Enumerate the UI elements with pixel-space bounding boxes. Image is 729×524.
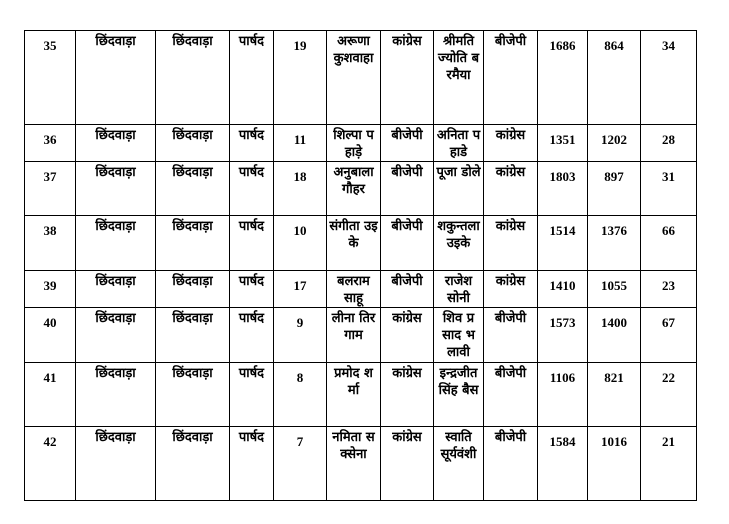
serial-number-cell: 36 [25,125,76,162]
winner-votes-cell: 1351 [538,125,588,162]
winner-name-cell: लीना तिरगाम [327,308,381,363]
winner-votes-cell: 1514 [538,216,588,271]
local-body-cell: छिंदवाड़ा [156,31,230,125]
winner-party-cell: कांग्रेस [381,308,434,363]
post-cell: पार्षद [230,427,274,501]
winner-party-cell: बीजेपी [381,125,434,162]
winner-votes-cell: 1803 [538,162,588,216]
ward-number-cell: 19 [274,31,327,125]
margin-cell: 66 [641,216,697,271]
results-table [24,30,697,501]
winner-name-cell: नमिता सक्सेना [327,427,381,501]
margin-cell: 28 [641,125,697,162]
local-body-cell: छिंदवाड़ा [156,125,230,162]
margin-cell: 34 [641,31,697,125]
winner-name-cell: शिल्पा पहाड़े [327,125,381,162]
runner-up-votes-cell: 1400 [588,308,641,363]
runner-up-party-cell: बीजेपी [484,31,538,125]
ward-number-cell: 8 [274,363,327,427]
local-body-cell: छिंदवाड़ा [156,308,230,363]
winner-party-cell: बीजेपी [381,162,434,216]
ward-number-cell: 7 [274,427,327,501]
table-row [25,271,697,308]
winner-votes-cell: 1573 [538,308,588,363]
runner-up-party-cell: बीजेपी [484,308,538,363]
serial-number-cell: 40 [25,308,76,363]
winner-name-cell: प्रमोद शर्मा [327,363,381,427]
winner-name-cell: अनुबाला गौहर [327,162,381,216]
post-cell: पार्षद [230,308,274,363]
winner-votes-cell: 1686 [538,31,588,125]
post-cell: पार्षद [230,162,274,216]
winner-party-cell: बीजेपी [381,271,434,308]
runner-up-votes-cell: 1376 [588,216,641,271]
local-body-cell: छिंदवाड़ा [156,363,230,427]
winner-name-cell: बलराम साहू [327,271,381,308]
ward-number-cell: 10 [274,216,327,271]
ward-number-cell: 18 [274,162,327,216]
runner-up-party-cell: बीजेपी [484,427,538,501]
runner-up-votes-cell: 897 [588,162,641,216]
district-cell: छिंदवाड़ा [76,125,156,162]
runner-up-name-cell: स्वाति सूर्यवंशी [434,427,484,501]
table-row [25,308,697,363]
district-cell: छिंदवाड़ा [76,271,156,308]
runner-up-party-cell: कांग्रेस [484,162,538,216]
runner-up-name-cell: अनिता पहाडे [434,125,484,162]
runner-up-name-cell: पूजा डोले [434,162,484,216]
local-body-cell: छिंदवाड़ा [156,427,230,501]
margin-cell: 23 [641,271,697,308]
local-body-cell: छिंदवाड़ा [156,216,230,271]
margin-cell: 67 [641,308,697,363]
ward-number-cell: 17 [274,271,327,308]
table-row [25,162,697,216]
margin-cell: 31 [641,162,697,216]
winner-party-cell: कांग्रेस [381,363,434,427]
margin-cell: 21 [641,427,697,501]
winner-name-cell: संगीता उइके [327,216,381,271]
runner-up-party-cell: कांग्रेस [484,271,538,308]
post-cell: पार्षद [230,125,274,162]
margin-cell: 22 [641,363,697,427]
ward-number-cell: 11 [274,125,327,162]
serial-number-cell: 35 [25,31,76,125]
table-row [25,216,697,271]
runner-up-name-cell: शिव प्रसाद भलावी [434,308,484,363]
serial-number-cell: 37 [25,162,76,216]
serial-number-cell: 38 [25,216,76,271]
post-cell: पार्षद [230,363,274,427]
runner-up-votes-cell: 864 [588,31,641,125]
table-row [25,363,697,427]
serial-number-cell: 42 [25,427,76,501]
post-cell: पार्षद [230,216,274,271]
runner-up-name-cell: राजेश सोनी [434,271,484,308]
district-cell: छिंदवाड़ा [76,31,156,125]
district-cell: छिंदवाड़ा [76,308,156,363]
local-body-cell: छिंदवाड़ा [156,271,230,308]
runner-up-votes-cell: 1202 [588,125,641,162]
district-cell: छिंदवाड़ा [76,363,156,427]
local-body-cell: छिंदवाड़ा [156,162,230,216]
table-body [25,31,697,501]
runner-up-party-cell: बीजेपी [484,363,538,427]
runner-up-name-cell: इन्द्रजीत सिंह बैस [434,363,484,427]
runner-up-votes-cell: 1055 [588,271,641,308]
runner-up-party-cell: कांग्रेस [484,125,538,162]
district-cell: छिंदवाड़ा [76,427,156,501]
serial-number-cell: 39 [25,271,76,308]
runner-up-party-cell: कांग्रेस [484,216,538,271]
winner-name-cell: अरूणा कुशवाहा [327,31,381,125]
table-row [25,125,697,162]
winner-party-cell: कांग्रेस [381,31,434,125]
runner-up-name-cell: श्रीमति ज्योति बरमैया [434,31,484,125]
post-cell: पार्षद [230,271,274,308]
winner-party-cell: कांग्रेस [381,427,434,501]
serial-number-cell: 41 [25,363,76,427]
winner-votes-cell: 1410 [538,271,588,308]
winner-party-cell: बीजेपी [381,216,434,271]
winner-votes-cell: 1584 [538,427,588,501]
runner-up-votes-cell: 1016 [588,427,641,501]
table-row [25,427,697,501]
runner-up-name-cell: शकुन्तला उइके [434,216,484,271]
table-row [25,31,697,125]
district-cell: छिंदवाड़ा [76,216,156,271]
post-cell: पार्षद [230,31,274,125]
district-cell: छिंदवाड़ा [76,162,156,216]
winner-votes-cell: 1106 [538,363,588,427]
ward-number-cell: 9 [274,308,327,363]
runner-up-votes-cell: 821 [588,363,641,427]
